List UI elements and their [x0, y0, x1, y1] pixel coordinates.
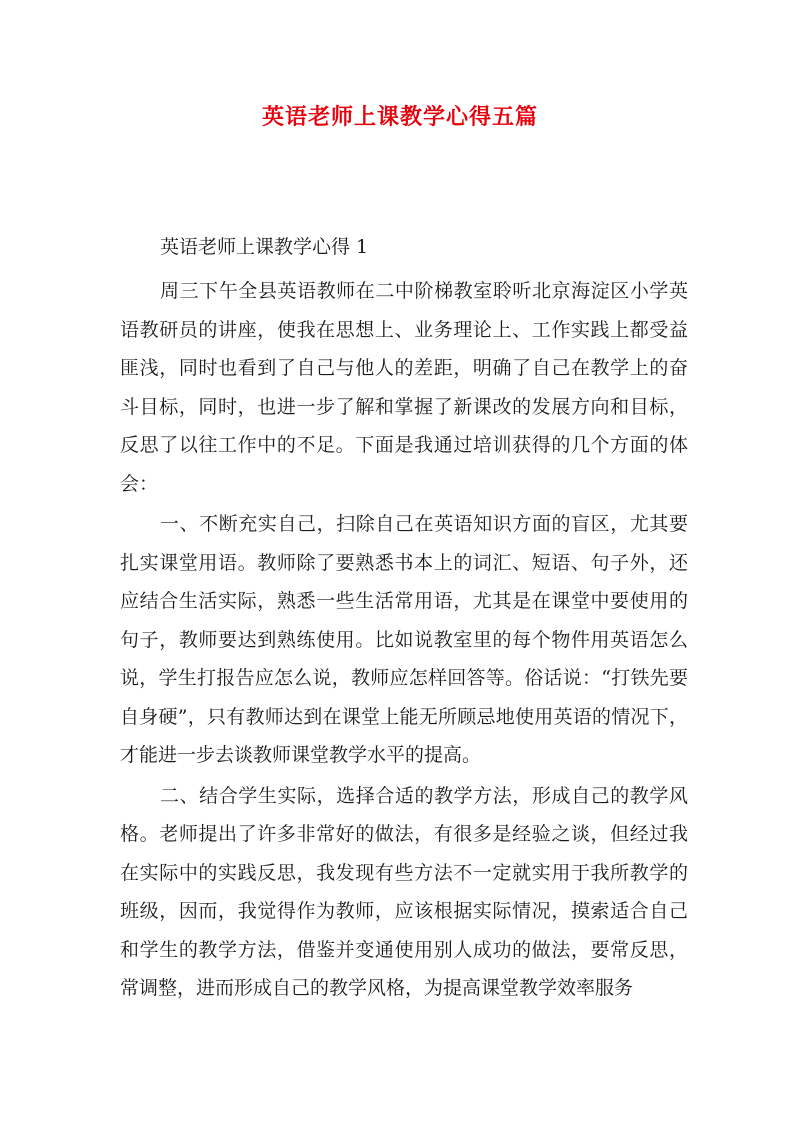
- paragraph-3: 二、结合学生实际，选择合适的教学方法，形成自己的教学风格。老师提出了许多非常好的做法，有很多是经验之谈，但经过我在实际中的实践反思，我发现有些方法不一定就实用于我所教学的班级，因而，我觉得作为教师，应该根据实际情况，摸索适合自己和学生的教学方法，借鉴并变通使用别人成功的做法，要常反思，常调整，进而形成自己的教学风格，为提高课堂教学效率服务: [120, 784, 688, 999]
- document-title: 英语老师上课教学心得五篇: [261, 104, 538, 130]
- paragraph-2: 一、不断充实自己，扫除自己在英语知识方面的盲区，尤其要扎实课堂用语。教师除了要熟悉书本上的词汇、短语、句子外，还应结合生活实际，熟悉一些生活常用语，尤其是在课堂中要使用的句子，教师要达到熟练使用。比如说教室里的每个物件用英语怎么说，学生打报告应怎么说，教师应怎样回答等。俗话说：“打铁先要自身硬”，只有教师达到在课堂上能无所顾忌地使用英语的情况下，才能进一步去谈教师课堂教学水平的提高。: [120, 513, 688, 766]
- document-body: [120, 228, 688, 1008]
- section-heading: 英语老师上课教学心得 1: [160, 236, 369, 258]
- paragraph-1: 周三下午全县英语教师在二中阶梯教室聆听北京海淀区小学英语教研员的讲座，使我在思想上、业务理论上、工作实践上都受益匪浅，同时也看到了自己与他人的差距，明确了自己在教学上的奋斗目标，同时，也进一步了解和掌握了新课改的发展方向和目标，反思了以往工作中的不足。下面是我通过培训获得的几个方面的体会：: [120, 280, 688, 495]
